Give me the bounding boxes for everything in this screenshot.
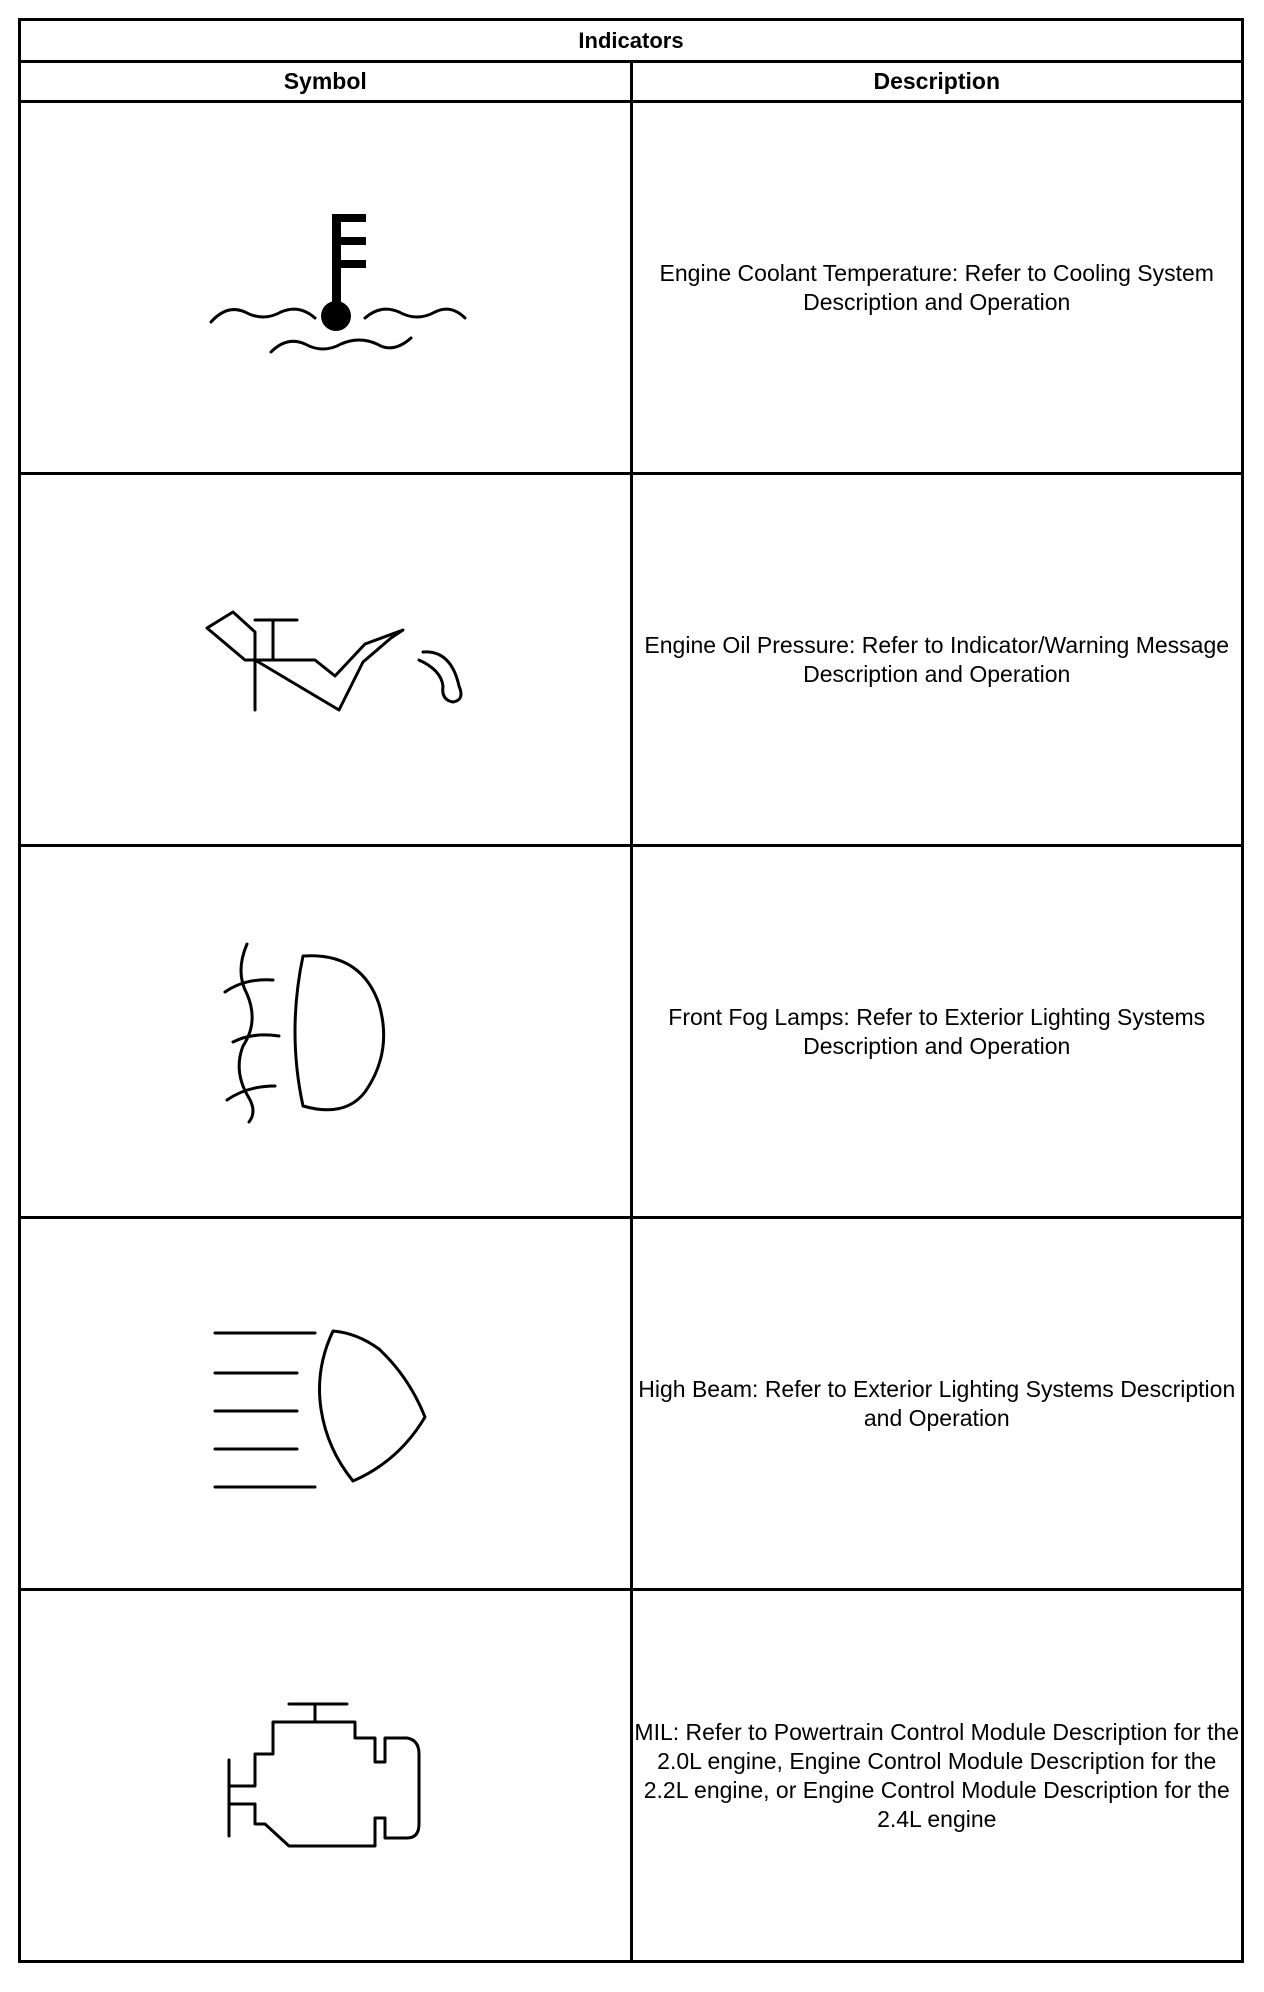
high-beam-icon — [175, 1319, 475, 1489]
description-cell: Engine Oil Pressure: Refer to Indicator/Warning Message Description and Operation — [631, 474, 1243, 846]
symbol-column-header: Symbol — [20, 62, 632, 102]
table-row — [20, 1218, 1243, 1590]
description-cell: MIL: Refer to Powertrain Control Module Description for the 2.0L engine, Engine Control Module Description for the 2.2L engine, or Engine Control Module Description for the 2.4L engine — [631, 1590, 1243, 1962]
description-cell: High Beam: Refer to Exterior Lighting Systems Description and Operation — [631, 1218, 1243, 1590]
table-row — [20, 102, 1243, 474]
symbol-cell — [20, 1218, 632, 1590]
symbol-cell — [20, 474, 632, 846]
symbol-cell — [20, 846, 632, 1218]
description-cell: Engine Coolant Temperature: Refer to Cooling System Description and Operation — [631, 102, 1243, 474]
check-engine-mil-icon — [175, 1696, 475, 1856]
front-fog-lamps-icon — [175, 932, 475, 1132]
description-cell: Front Fog Lamps: Refer to Exterior Lighting Systems Description and Operation — [631, 846, 1243, 1218]
table-row — [20, 1590, 1243, 1962]
table-title: Indicators — [20, 20, 1243, 62]
table-row — [20, 846, 1243, 1218]
engine-oil-pressure-icon — [175, 590, 475, 730]
symbol-cell — [20, 102, 632, 474]
symbol-cell — [20, 1590, 632, 1962]
description-column-header: Description — [631, 62, 1243, 102]
table-row — [20, 474, 1243, 846]
engine-coolant-temperature-icon — [175, 198, 475, 378]
indicators-table — [18, 18, 1244, 1963]
